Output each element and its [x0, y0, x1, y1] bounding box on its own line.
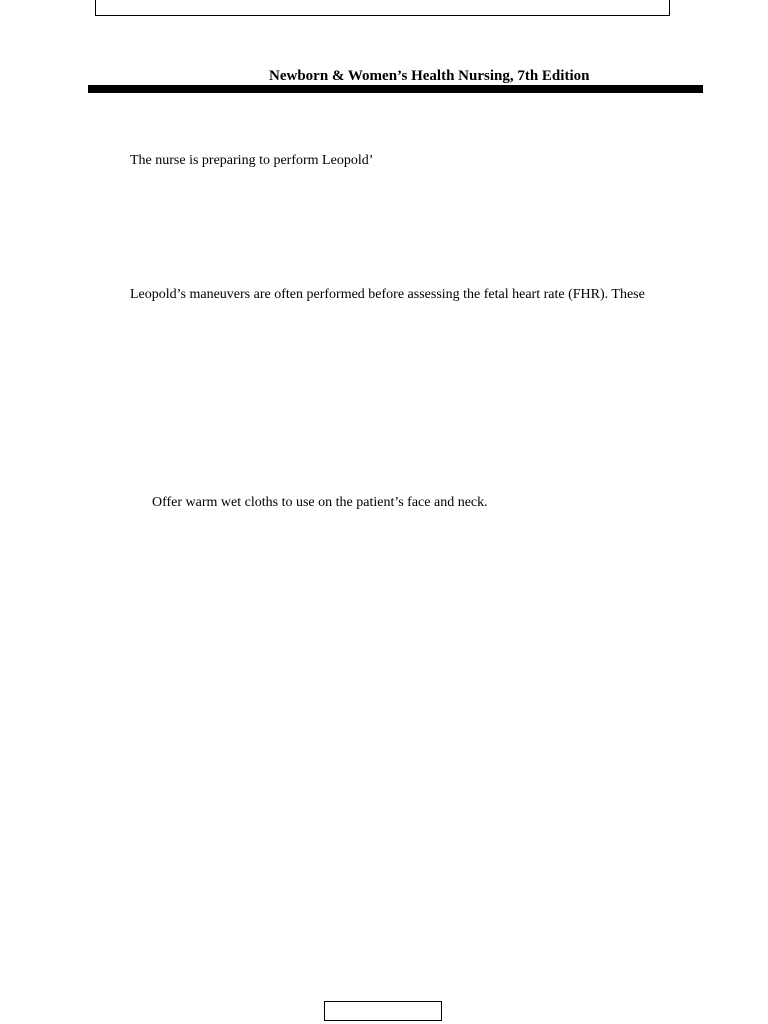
answer-option-text: Offer warm wet cloths to use on the patient’s face and neck.: [152, 495, 488, 510]
page-footer-box: [324, 1001, 442, 1021]
running-header-title: Newborn & Women’s Health Nursing, 7th Edition: [269, 68, 590, 84]
question-text: The nurse is preparing to perform Leopold’: [130, 153, 374, 168]
rationale-text: Leopold’s maneuvers are often performed before assessing the fetal heart rate (FHR). These: [130, 287, 645, 302]
top-frame-box: [95, 0, 670, 16]
header-divider: [88, 85, 703, 93]
